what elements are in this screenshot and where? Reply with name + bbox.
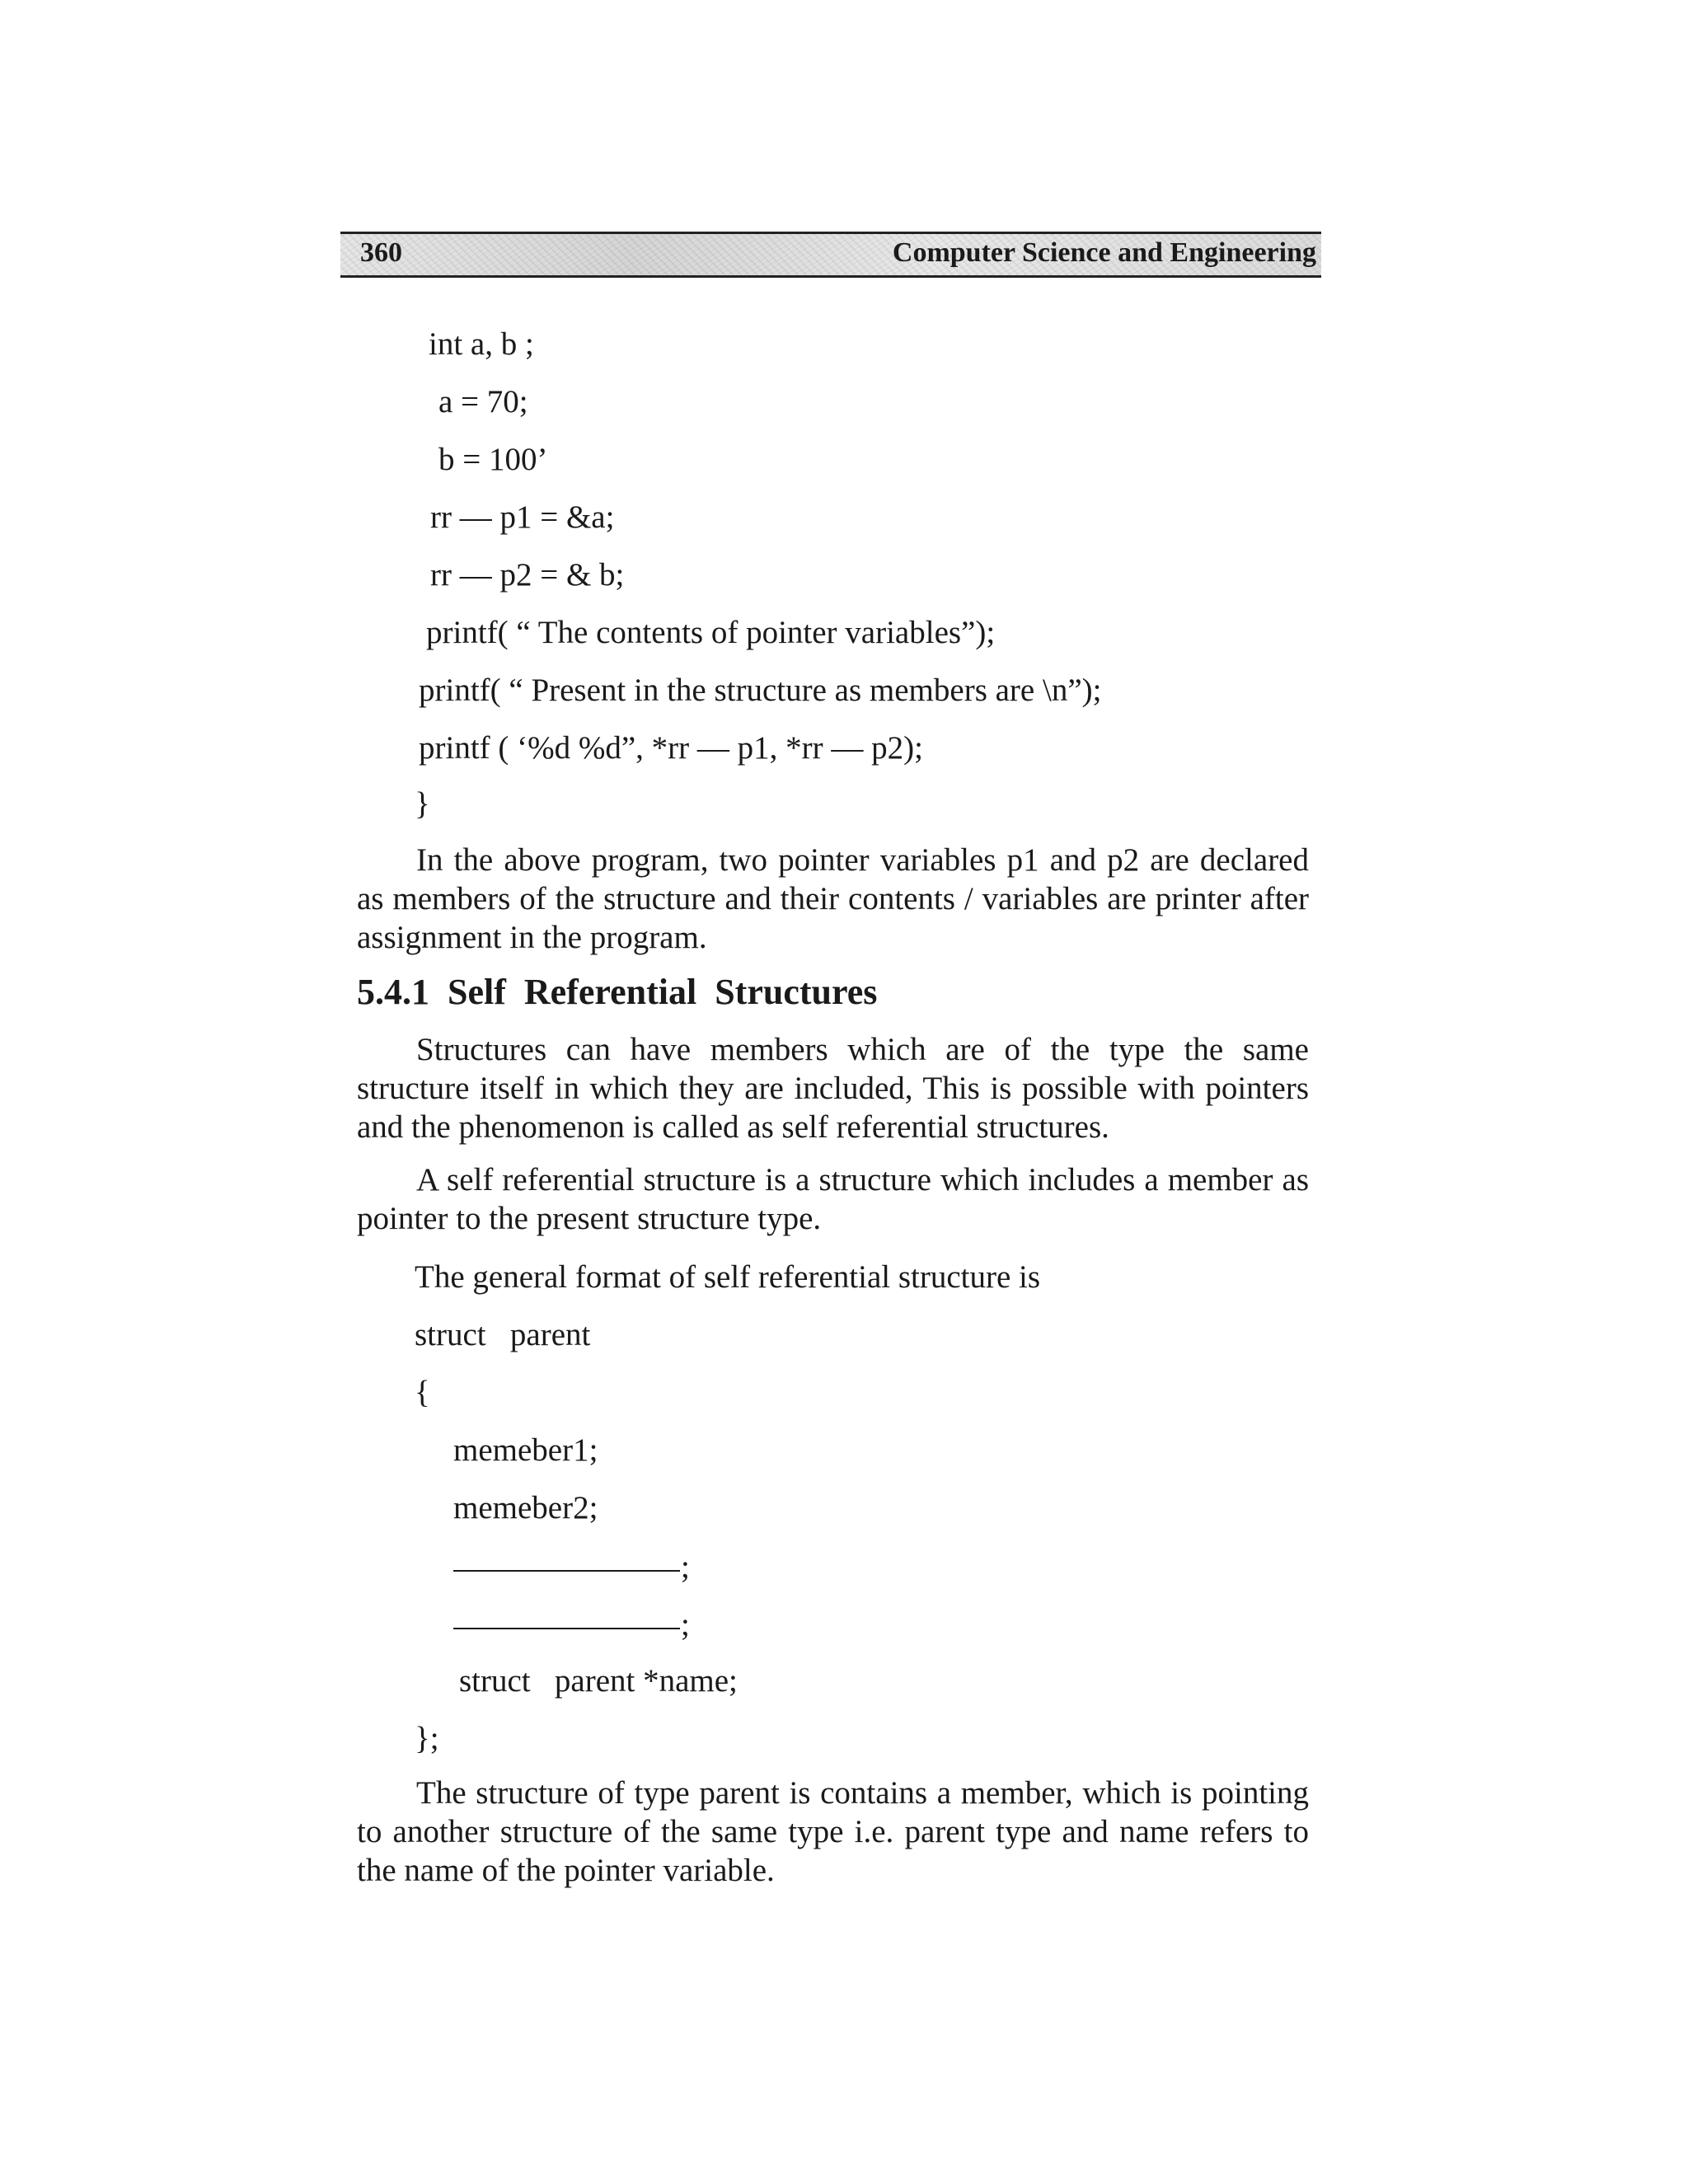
blank-member-line (453, 1570, 680, 1572)
code-closing-brace: } (415, 786, 430, 822)
page-number: 360 (360, 237, 402, 268)
paragraph: In the above program, two pointer variables p1 and p2 are declared as members of the structure and their contents / variables are printer after assignment in the program. (357, 842, 1309, 955)
code-line: struct parent *name; (459, 1663, 738, 1699)
code-semicolon: ; (681, 1607, 690, 1643)
page-header (340, 232, 1321, 278)
running-title: Computer Science and Engineering (892, 237, 1316, 268)
code-line: rr — p1 = &a; (430, 499, 615, 535)
code-line: rr — p2 = & b; (430, 557, 625, 593)
code-line: { (415, 1375, 430, 1410)
code-line: struct parent (415, 1317, 591, 1352)
code-line: int a, b ; (429, 326, 534, 362)
format-intro: The general format of self referential structure is (415, 1259, 1041, 1295)
code-line: memeber2; (453, 1490, 598, 1526)
code-line: printf ( ‘%d %d”, *rr — p1, *rr — p2); (419, 730, 923, 766)
blank-member-line (453, 1628, 680, 1629)
code-semicolon: ; (681, 1549, 690, 1585)
paragraph: Structures can have members which are of the type the same structure itself in which they are included, This is possible with pointers and the phenomenon is called as self referential structures. (357, 1032, 1309, 1145)
paragraph: A self referential structure is a structure which includes a member as pointer to the present structure type. (357, 1162, 1309, 1236)
code-line: a = 70; (438, 384, 528, 419)
code-line: b = 100’ (438, 442, 548, 477)
paragraph: The structure of type parent is contains a member, which is pointing to another structure of the same type i.e. parent type and name refers to the name of the pointer variable. (357, 1775, 1309, 1888)
code-line: memeber1; (453, 1432, 598, 1468)
code-line: }; (415, 1721, 439, 1756)
section-heading: 5.4.1 Self Referential Structures (357, 972, 878, 1012)
code-line: printf( “ The contents of pointer variables”); (426, 615, 996, 650)
code-line: printf( “ Present in the structure as members are \n”); (419, 673, 1102, 708)
